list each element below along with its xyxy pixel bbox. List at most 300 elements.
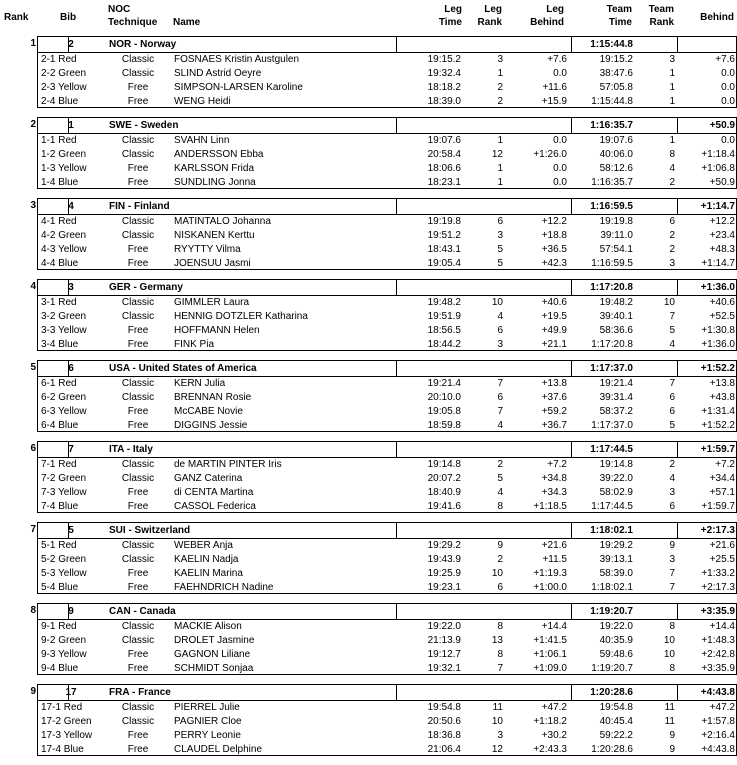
member-leg-behind: 0.0 <box>553 68 567 79</box>
member-leg-behind: +1:18.5 <box>533 501 567 512</box>
member-leg-behind: +14.4 <box>541 621 567 632</box>
member-name: GAGNON Liliane <box>174 649 251 660</box>
member-team-rank: 4 <box>669 339 675 350</box>
member-bib: 5-2 Green <box>41 554 87 565</box>
member-leg-time: 20:50.6 <box>427 716 461 727</box>
member-name: GIMMLER Laura <box>174 297 250 308</box>
member-leg-rank: 2 <box>497 554 503 565</box>
member-behind: +1:33.2 <box>701 568 735 579</box>
member-name: RYYTTY Vilma <box>174 244 241 255</box>
member-leg-behind: +1:06.1 <box>533 649 567 660</box>
member-leg-time: 18:43.1 <box>427 244 461 255</box>
member-bib: 1-2 Green <box>41 149 87 160</box>
member-name: MATINTALO Johanna <box>174 216 271 227</box>
member-name: KAELIN Nadja <box>174 554 239 565</box>
member-leg-time: 21:06.4 <box>427 744 461 755</box>
member-team-time: 1:17:37.0 <box>591 420 633 431</box>
member-team-time: 19:15.2 <box>599 54 633 65</box>
team-time: 1:16:35.7 <box>590 120 633 131</box>
member-team-rank: 3 <box>669 258 675 269</box>
member-name: JOENSUU Jasmi <box>174 258 251 269</box>
member-technique: Free <box>127 96 149 107</box>
member-behind: 0.0 <box>721 96 735 107</box>
team-time: 1:17:44.5 <box>590 444 633 455</box>
member-name: ANDERSSON Ebba <box>174 149 264 160</box>
member-behind: +2:42.8 <box>701 649 735 660</box>
member-bib: 4-3 Yellow <box>41 244 87 255</box>
member-name: de MARTIN PINTER Iris <box>174 459 282 470</box>
member-behind: +57.1 <box>709 487 735 498</box>
team-block <box>0 279 737 360</box>
member-leg-rank: 12 <box>491 149 503 160</box>
member-leg-rank: 13 <box>491 635 503 646</box>
member-behind: +1:06.8 <box>701 163 735 174</box>
member-team-rank: 2 <box>669 177 675 188</box>
member-team-time: 39:13.1 <box>599 554 633 565</box>
member-leg-behind: +42.3 <box>541 258 567 269</box>
member-leg-behind: +12.2 <box>541 216 567 227</box>
team-rank: 6 <box>30 443 36 454</box>
member-leg-behind: 0.0 <box>553 163 567 174</box>
team-rank: 8 <box>30 605 36 616</box>
member-leg-time: 20:58.4 <box>427 149 461 160</box>
member-leg-time: 18:56.5 <box>427 325 461 336</box>
column-divider <box>396 199 397 215</box>
member-technique: Free <box>127 177 149 188</box>
member-bib: 9-3 Yellow <box>41 649 87 660</box>
member-team-rank: 5 <box>669 420 675 431</box>
member-bib: 2-3 Yellow <box>41 82 87 93</box>
member-technique: Free <box>127 325 149 336</box>
team-bib: 7 <box>68 444 74 455</box>
member-technique: Classic <box>121 54 155 65</box>
member-technique: Classic <box>121 621 155 632</box>
member-bib: 2-4 Blue <box>41 96 79 107</box>
member-bib: 3-2 Green <box>41 311 87 322</box>
member-behind: +1:30.8 <box>701 325 735 336</box>
member-leg-time: 19:41.6 <box>427 501 461 512</box>
member-behind: +50.9 <box>709 177 735 188</box>
member-team-rank: 7 <box>669 378 675 389</box>
member-technique: Free <box>127 663 149 674</box>
header-team-time-1: Team <box>606 4 632 15</box>
member-leg-behind: 0.0 <box>553 177 567 188</box>
member-leg-time: 19:14.8 <box>427 459 461 470</box>
member-technique: Classic <box>121 216 155 227</box>
team-box-bottom <box>37 350 737 351</box>
member-leg-time: 18:44.2 <box>427 339 461 350</box>
member-leg-behind: +19.5 <box>541 311 567 322</box>
member-name: SLIND Astrid Oeyre <box>174 68 262 79</box>
member-leg-behind: +13.8 <box>541 378 567 389</box>
member-name: WEBER Anja <box>174 540 233 551</box>
team-noc: USA - United States of America <box>109 363 257 374</box>
member-bib: 5-4 Blue <box>41 582 79 593</box>
member-technique: Free <box>127 730 149 741</box>
team-noc: CAN - Canada <box>109 606 176 617</box>
member-team-time: 1:18:02.1 <box>591 582 633 593</box>
member-leg-behind: +34.3 <box>541 487 567 498</box>
header-technique: Technique <box>108 17 158 28</box>
member-team-time: 19:14.8 <box>599 459 633 470</box>
member-team-rank: 4 <box>669 473 675 484</box>
column-divider <box>677 523 678 539</box>
team-rank: 1 <box>30 38 36 49</box>
member-name: PAGNIER Cloe <box>174 716 242 727</box>
team-noc: GER - Germany <box>109 282 183 293</box>
member-leg-rank: 5 <box>497 244 503 255</box>
member-team-rank: 6 <box>669 501 675 512</box>
header-team-rank-2: Rank <box>649 17 674 28</box>
member-leg-behind: +1:00.0 <box>533 582 567 593</box>
member-leg-time: 18:06.6 <box>427 163 461 174</box>
member-technique: Classic <box>121 702 155 713</box>
member-behind: 0.0 <box>721 82 735 93</box>
team-behind: +3:35.9 <box>700 606 735 617</box>
column-divider <box>677 118 678 134</box>
member-leg-time: 19:07.6 <box>427 135 461 146</box>
team-box <box>37 360 737 431</box>
member-team-rank: 8 <box>669 663 675 674</box>
column-divider <box>677 280 678 296</box>
member-team-rank: 2 <box>669 230 675 241</box>
team-time: 1:17:37.0 <box>590 363 633 374</box>
team-block <box>0 117 737 198</box>
team-bib: 2 <box>68 39 74 50</box>
member-leg-time: 18:40.9 <box>427 487 461 498</box>
member-name: FINK Pia <box>174 339 215 350</box>
member-name: SVAHN Linn <box>174 135 230 146</box>
member-technique: Classic <box>121 149 155 160</box>
member-name: McCABE Novie <box>174 406 243 417</box>
member-name: SCHMIDT Sonjaa <box>174 663 254 674</box>
member-team-time: 39:40.1 <box>599 311 633 322</box>
member-technique: Classic <box>121 635 155 646</box>
member-leg-time: 19:22.0 <box>427 621 461 632</box>
member-technique: Classic <box>121 392 155 403</box>
column-divider <box>677 442 678 458</box>
member-name: CLAUDEL Delphine <box>174 744 263 755</box>
member-leg-rank: 10 <box>491 297 503 308</box>
member-leg-rank: 1 <box>497 135 503 146</box>
member-leg-time: 19:19.8 <box>427 216 461 227</box>
member-technique: Classic <box>121 473 155 484</box>
member-leg-rank: 3 <box>497 54 503 65</box>
member-bib: 17-1 Red <box>41 702 83 713</box>
team-time: 1:15:44.8 <box>590 39 633 50</box>
member-technique: Free <box>127 82 149 93</box>
member-leg-behind: +7.2 <box>547 459 567 470</box>
member-team-time: 19:48.2 <box>599 297 633 308</box>
member-behind: +1:31.4 <box>701 406 735 417</box>
team-behind: +4:43.8 <box>700 687 735 698</box>
member-bib: 6-4 Blue <box>41 420 79 431</box>
member-behind: +12.2 <box>709 216 735 227</box>
member-behind: +25.5 <box>709 554 735 565</box>
member-team-time: 58:02.9 <box>599 487 633 498</box>
team-rank: 4 <box>30 281 36 292</box>
member-team-time: 58:39.0 <box>599 568 633 579</box>
member-leg-rank: 6 <box>497 392 503 403</box>
member-leg-time: 19:15.2 <box>427 54 461 65</box>
member-leg-time: 19:51.2 <box>427 230 461 241</box>
member-name: PERRY Leonie <box>174 730 241 741</box>
member-team-time: 40:06.0 <box>599 149 633 160</box>
team-rank: 9 <box>30 686 36 697</box>
member-technique: Free <box>127 406 149 417</box>
member-leg-time: 19:48.2 <box>427 297 461 308</box>
team-box <box>37 198 737 269</box>
member-technique: Free <box>127 258 149 269</box>
member-behind: +21.6 <box>709 540 735 551</box>
member-leg-behind: +59.2 <box>541 406 567 417</box>
member-technique: Free <box>127 487 149 498</box>
team-bib: 1 <box>68 120 74 131</box>
team-box <box>37 117 737 188</box>
member-team-time: 1:19:20.7 <box>591 663 633 674</box>
member-team-time: 39:31.4 <box>599 392 633 403</box>
member-team-rank: 1 <box>669 96 675 107</box>
member-name: KARLSSON Frida <box>174 163 255 174</box>
member-technique: Free <box>127 501 149 512</box>
team-behind: +1:52.2 <box>700 363 735 374</box>
team-block <box>0 360 737 441</box>
member-team-time: 1:15:44.8 <box>591 96 633 107</box>
member-behind: +13.8 <box>709 378 735 389</box>
member-leg-rank: 8 <box>497 649 503 660</box>
member-leg-time: 19:21.4 <box>427 378 461 389</box>
member-technique: Classic <box>121 554 155 565</box>
member-behind: +7.6 <box>715 54 735 65</box>
member-leg-behind: +34.8 <box>541 473 567 484</box>
member-leg-rank: 3 <box>497 230 503 241</box>
member-team-rank: 3 <box>669 487 675 498</box>
member-technique: Classic <box>121 459 155 470</box>
team-block <box>0 441 737 522</box>
member-behind: +47.2 <box>709 702 735 713</box>
team-box <box>37 522 737 593</box>
team-box <box>37 279 737 350</box>
team-noc: SUI - Switzerland <box>109 525 191 536</box>
member-leg-time: 19:32.1 <box>427 663 461 674</box>
team-time: 1:18:02.1 <box>590 525 633 536</box>
team-time: 1:17:20.8 <box>590 282 633 293</box>
team-box <box>37 441 737 512</box>
member-team-rank: 3 <box>669 54 675 65</box>
member-leg-time: 18:23.1 <box>427 177 461 188</box>
member-behind: +3:35.9 <box>701 663 735 674</box>
member-technique: Free <box>127 649 149 660</box>
member-team-time: 58:37.2 <box>599 406 633 417</box>
member-leg-time: 19:43.9 <box>427 554 461 565</box>
header-leg-behind-2: Behind <box>530 17 564 28</box>
member-leg-behind: +21.1 <box>541 339 567 350</box>
member-bib: 9-4 Blue <box>41 663 79 674</box>
member-team-time: 58:36.6 <box>599 325 633 336</box>
member-behind: +34.4 <box>709 473 735 484</box>
member-team-rank: 7 <box>669 582 675 593</box>
member-leg-behind: +30.2 <box>541 730 567 741</box>
member-team-time: 38:47.6 <box>599 68 633 79</box>
member-leg-behind: +1:09.0 <box>533 663 567 674</box>
member-team-rank: 10 <box>663 649 675 660</box>
column-divider <box>677 199 678 215</box>
team-box <box>37 36 737 107</box>
member-name: KERN Julia <box>174 378 226 389</box>
member-behind: 0.0 <box>721 68 735 79</box>
team-rank: 3 <box>30 200 36 211</box>
header-team-rank-1: Team <box>648 4 674 15</box>
member-leg-rank: 1 <box>497 163 503 174</box>
member-leg-time: 18:36.8 <box>427 730 461 741</box>
member-bib: 1-1 Red <box>41 135 77 146</box>
team-behind: +1:59.7 <box>700 444 735 455</box>
member-technique: Classic <box>121 716 155 727</box>
member-leg-time: 18:18.2 <box>427 82 461 93</box>
member-technique: Classic <box>121 135 155 146</box>
column-divider <box>396 280 397 296</box>
member-leg-rank: 4 <box>497 487 503 498</box>
member-behind: +52.5 <box>709 311 735 322</box>
member-name: FAEHNDRICH Nadine <box>174 582 274 593</box>
header-leg-time-1: Leg <box>444 4 462 15</box>
member-bib: 6-1 Red <box>41 378 77 389</box>
member-name: DROLET Jasmine <box>174 635 255 646</box>
member-team-time: 1:20:28.6 <box>591 744 633 755</box>
member-leg-behind: +1:26.0 <box>533 149 567 160</box>
member-name: HENNIG DOTZLER Katharina <box>174 311 308 322</box>
member-team-rank: 6 <box>669 216 675 227</box>
member-technique: Classic <box>121 230 155 241</box>
member-leg-rank: 6 <box>497 582 503 593</box>
team-behind: +2:17.3 <box>700 525 735 536</box>
member-behind: 0.0 <box>721 135 735 146</box>
member-leg-behind: +36.7 <box>541 420 567 431</box>
team-block <box>0 36 737 117</box>
member-team-rank: 8 <box>669 149 675 160</box>
member-team-rank: 1 <box>669 135 675 146</box>
team-bib: 4 <box>68 201 74 212</box>
member-team-time: 1:17:20.8 <box>591 339 633 350</box>
member-leg-behind: +1:41.5 <box>533 635 567 646</box>
team-box-bottom <box>37 269 737 270</box>
member-team-time: 19:07.6 <box>599 135 633 146</box>
team-block <box>0 684 737 765</box>
team-rank: 2 <box>30 119 36 130</box>
member-name: BRENNAN Rosie <box>174 392 252 403</box>
column-divider <box>677 685 678 701</box>
member-name: CASSOL Federica <box>174 501 256 512</box>
member-bib: 3-1 Red <box>41 297 77 308</box>
member-name: NISKANEN Kerttu <box>174 230 255 241</box>
member-team-time: 19:21.4 <box>599 378 633 389</box>
member-bib: 17-2 Green <box>41 716 92 727</box>
team-bib: 5 <box>68 525 74 536</box>
member-behind: +1:36.0 <box>701 339 735 350</box>
team-noc: FRA - France <box>109 687 171 698</box>
member-leg-rank: 6 <box>497 325 503 336</box>
member-behind: +2:17.3 <box>701 582 735 593</box>
member-behind: +7.2 <box>715 459 735 470</box>
member-behind: +1:18.4 <box>701 149 735 160</box>
team-box-bottom <box>37 674 737 675</box>
member-technique: Classic <box>121 311 155 322</box>
member-leg-behind: +49.9 <box>541 325 567 336</box>
member-team-time: 19:22.0 <box>599 621 633 632</box>
member-technique: Free <box>127 163 149 174</box>
member-bib: 17-3 Yellow <box>41 730 93 741</box>
member-leg-rank: 11 <box>492 702 503 713</box>
member-leg-rank: 4 <box>497 420 503 431</box>
member-team-rank: 11 <box>664 702 675 713</box>
member-bib: 1-3 Yellow <box>41 163 87 174</box>
member-leg-rank: 1 <box>497 177 503 188</box>
member-leg-rank: 3 <box>497 339 503 350</box>
member-name: GANZ Caterina <box>174 473 243 484</box>
results-table <box>0 36 737 765</box>
member-leg-behind: +47.2 <box>541 702 567 713</box>
member-technique: Free <box>127 744 149 755</box>
member-leg-time: 19:23.1 <box>427 582 461 593</box>
member-bib: 2-2 Green <box>41 68 87 79</box>
member-leg-time: 19:12.7 <box>427 649 461 660</box>
member-leg-behind: +15.9 <box>541 96 567 107</box>
member-behind: +2:16.4 <box>701 730 735 741</box>
member-leg-behind: +1:18.2 <box>533 716 567 727</box>
member-team-time: 1:17:44.5 <box>591 501 633 512</box>
member-team-rank: 4 <box>669 163 675 174</box>
member-leg-behind: +36.5 <box>541 244 567 255</box>
member-leg-rank: 8 <box>497 501 503 512</box>
member-team-time: 40:45.4 <box>599 716 633 727</box>
member-bib: 7-3 Yellow <box>41 487 87 498</box>
member-team-time: 59:48.6 <box>599 649 633 660</box>
team-box-bottom <box>37 755 737 756</box>
member-technique: Classic <box>121 378 155 389</box>
member-technique: Free <box>127 568 149 579</box>
member-leg-time: 20:07.2 <box>427 473 461 484</box>
member-leg-behind: 0.0 <box>553 135 567 146</box>
member-team-rank: 1 <box>669 82 675 93</box>
member-leg-time: 19:32.4 <box>427 68 461 79</box>
member-technique: Free <box>127 582 149 593</box>
member-name: FOSNAES Kristin Austgulen <box>174 54 300 65</box>
member-leg-rank: 6 <box>497 216 503 227</box>
member-team-time: 58:12.6 <box>599 163 633 174</box>
member-bib: 4-4 Blue <box>41 258 79 269</box>
member-behind: +1:14.7 <box>701 258 735 269</box>
member-bib: 3-3 Yellow <box>41 325 87 336</box>
member-team-rank: 6 <box>669 406 675 417</box>
member-team-time: 57:54.1 <box>599 244 633 255</box>
team-behind: +1:14.7 <box>700 201 735 212</box>
member-team-time: 19:19.8 <box>599 216 633 227</box>
member-team-time: 59:22.2 <box>599 730 633 741</box>
column-divider <box>677 361 678 377</box>
member-leg-rank: 10 <box>491 568 503 579</box>
member-leg-rank: 5 <box>497 258 503 269</box>
member-leg-rank: 10 <box>491 716 503 727</box>
member-team-time: 40:35.9 <box>599 635 633 646</box>
header-leg-time-2: Time <box>438 17 462 28</box>
member-leg-behind: +37.6 <box>541 392 567 403</box>
member-bib: 7-2 Green <box>41 473 87 484</box>
member-behind: +48.3 <box>709 244 735 255</box>
member-team-rank: 8 <box>669 621 675 632</box>
member-technique: Free <box>127 339 149 350</box>
member-leg-time: 19:29.2 <box>427 540 461 551</box>
member-technique: Free <box>127 244 149 255</box>
